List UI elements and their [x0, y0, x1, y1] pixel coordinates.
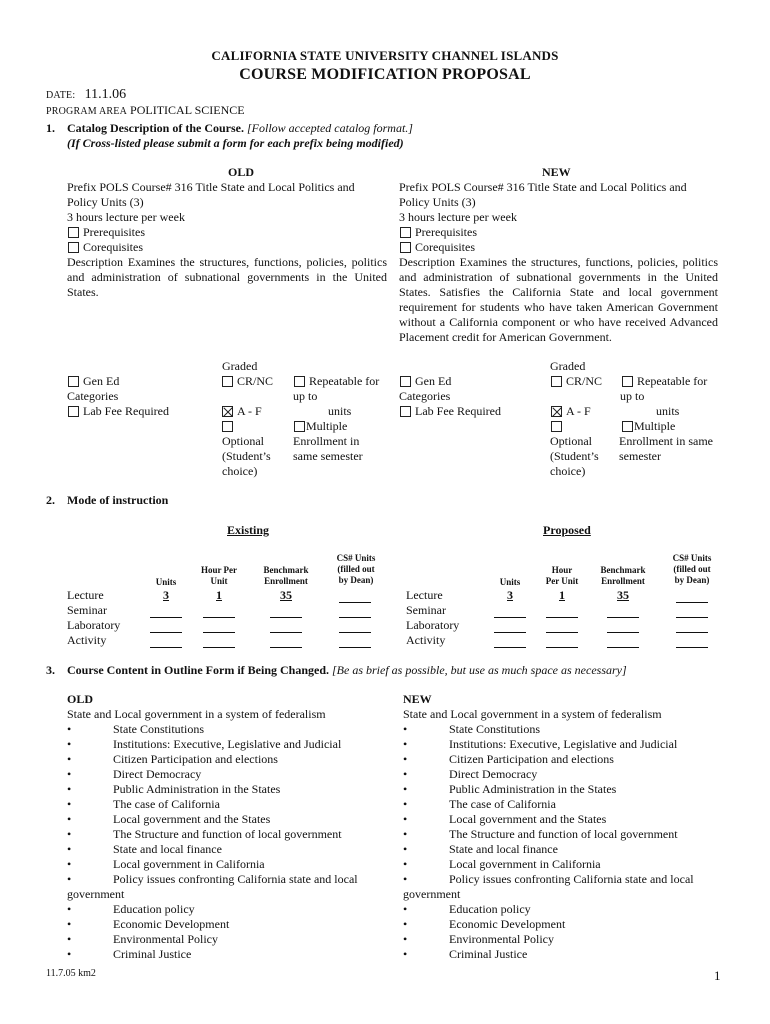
old-outline-item-text: Criminal Justice [113, 947, 192, 961]
old-graded-label: Graded [222, 359, 258, 373]
old-lab-fee-checkbox[interactable] [68, 406, 79, 417]
existing-col-hour-line2: Unit [210, 576, 228, 586]
old-outline-item [67, 812, 387, 827]
new-multiple-row [622, 419, 675, 434]
proposed-col-benchmark-line1: Benchmark [600, 565, 646, 575]
existing-col-benchmark-line2: Enrollment [264, 576, 308, 586]
bullet-icon: • [67, 842, 72, 856]
new-outline-item-text: Education policy [449, 902, 531, 916]
old-heading: OLD [228, 165, 255, 179]
new-outline-item [403, 752, 723, 767]
new-outline-wrap-text: government [403, 887, 461, 901]
proposed-laboratory-units-blank[interactable] [494, 632, 526, 633]
old-coreq-checkbox[interactable] [68, 242, 79, 253]
new-crnc-checkbox[interactable] [551, 376, 562, 387]
proposed-row-seminar: Seminar [406, 603, 446, 617]
old-optional-row [222, 419, 237, 434]
new-outline-item [403, 797, 723, 812]
old-outline-item [67, 842, 387, 857]
new-enroll-label2: semester [619, 449, 661, 463]
old-outline-wrap-text: government [67, 887, 125, 901]
bullet-icon: • [67, 797, 72, 811]
proposed-seminar-units-blank[interactable] [494, 617, 526, 618]
date-row [46, 86, 126, 103]
outline-old-list [67, 722, 387, 962]
old-gen-ed-label: Gen Ed [83, 374, 120, 388]
bullet-icon: • [403, 917, 408, 931]
old-gen-ed-row [68, 374, 119, 389]
old-gen-ed-checkbox[interactable] [68, 376, 79, 387]
new-optional-row [551, 419, 566, 434]
program-row [46, 103, 245, 118]
new-outline-item [403, 872, 723, 887]
new-af-checkbox[interactable] [551, 406, 562, 417]
old-enroll-label2: same semester [293, 449, 363, 463]
proposed-row-lecture: Lecture [406, 588, 443, 602]
new-outline-item-text: Criminal Justice [449, 947, 528, 961]
proposed-seminar-hour-blank[interactable] [546, 617, 578, 618]
bullet-icon: • [403, 767, 408, 781]
new-categories-label: Categories [399, 389, 451, 403]
section1-title: Catalog Description of the Course. [67, 121, 244, 135]
existing-col-benchmark-line1: Benchmark [263, 565, 309, 575]
new-repeatable-checkbox[interactable] [622, 376, 633, 387]
new-outline-item-text: Citizen Participation and elections [449, 752, 614, 766]
proposed-col-benchmark [593, 565, 653, 587]
old-outline-item [67, 782, 387, 797]
new-outline-item [403, 767, 723, 782]
old-outline-item-text: Education policy [113, 902, 195, 916]
proposed-activity-benchmark-blank[interactable] [607, 647, 639, 648]
old-outline-item-text: Local government and the States [113, 812, 271, 826]
bullet-icon: • [67, 782, 72, 796]
proposed-heading: Proposed [543, 523, 591, 537]
proposed-col-hour-line2: Per Unit [545, 576, 579, 586]
new-heading: NEW [542, 165, 571, 179]
outline-new-heading: NEW [403, 692, 432, 706]
old-outline-item [67, 722, 387, 737]
bullet-icon: • [67, 737, 72, 751]
new-af-row [551, 404, 591, 419]
existing-seminar-benchmark-blank[interactable] [270, 617, 302, 618]
existing-activity-cs-blank[interactable] [339, 647, 371, 648]
old-repeatable-row [294, 374, 379, 389]
old-multiple-checkbox[interactable] [294, 421, 305, 432]
existing-col-units: Units [155, 577, 177, 587]
old-upto-label: up to [293, 389, 318, 403]
new-outline-item-text: Economic Development [449, 917, 566, 931]
existing-seminar-hour-blank[interactable] [203, 617, 235, 618]
existing-row-laboratory: Laboratory [67, 618, 121, 632]
section2-title: Mode of instruction [67, 493, 169, 507]
old-outline-item [67, 872, 387, 887]
proposed-activity-cs-blank[interactable] [676, 647, 708, 648]
existing-activity-units-blank[interactable] [150, 647, 182, 648]
new-lab-fee-checkbox[interactable] [400, 406, 411, 417]
old-multiple-label: Multiple [306, 419, 348, 433]
new-outline-item [403, 827, 723, 842]
proposed-lecture-cs-blank[interactable] [676, 602, 708, 603]
existing-col-benchmark [256, 565, 316, 587]
existing-seminar-units-blank[interactable] [150, 617, 182, 618]
new-outline-item-text: Direct Democracy [449, 767, 538, 781]
bullet-icon: • [67, 872, 72, 886]
new-description: Description Examines the structures, functions, policies, politics and administration of subnational governments in the United States. Satisfies the California State and local government requirement for students who have taken American Government without a California component or who have received Advanced Placement credit for American Government. [399, 255, 718, 344]
old-categories-label: Categories [67, 389, 119, 403]
proposed-col-units: Units [499, 577, 521, 587]
bullet-icon: • [67, 902, 72, 916]
existing-laboratory-cs-blank[interactable] [339, 632, 371, 633]
bullet-icon: • [403, 947, 408, 961]
old-crnc-checkbox[interactable] [222, 376, 233, 387]
new-coreq-checkbox[interactable] [400, 242, 411, 253]
existing-lecture-units: 3 [163, 588, 169, 602]
new-outline-item [403, 902, 723, 917]
old-outline-item-text: Institutions: Executive, Legislative and Judicial [113, 737, 342, 751]
new-crnc-label: CR/NC [566, 374, 603, 388]
new-optional-checkbox[interactable] [551, 421, 562, 432]
existing-col-cs [326, 553, 386, 586]
bullet-icon: • [403, 737, 408, 751]
old-outline-item-text: State and local finance [113, 842, 222, 856]
new-coreq-label: Corequisites [415, 240, 475, 254]
existing-activity-benchmark-blank[interactable] [270, 647, 302, 648]
old-outline-item-text: Economic Development [113, 917, 230, 931]
old-lab-fee-label: Lab Fee Required [83, 404, 169, 418]
existing-laboratory-benchmark-blank[interactable] [270, 632, 302, 633]
old-outline-item [67, 767, 387, 782]
new-line3: 3 hours lecture per week [399, 210, 517, 224]
new-repeatable-row [622, 374, 707, 389]
program-label: PROGRAM AREA [46, 106, 128, 117]
new-gen-ed-label: Gen Ed [415, 374, 452, 388]
proposed-seminar-benchmark-blank[interactable] [607, 617, 639, 618]
new-gen-ed-row [400, 374, 451, 389]
proposed-col-cs-line3: by Dean) [674, 575, 710, 585]
proposed-row-activity: Activity [406, 633, 446, 647]
old-optional-label1: Optional [222, 434, 264, 448]
bullet-icon: • [67, 767, 72, 781]
date-label: DATE: [46, 90, 76, 101]
bullet-icon: • [67, 917, 72, 931]
new-prereq-label: Prerequisites [415, 225, 477, 239]
new-multiple-label: Multiple [634, 419, 676, 433]
proposed-lecture-units: 3 [507, 588, 513, 602]
section2-number: 2. [46, 493, 55, 507]
old-af-checkbox[interactable] [222, 406, 233, 417]
proposed-activity-units-blank[interactable] [494, 647, 526, 648]
proposed-lecture-benchmark: 35 [617, 588, 629, 602]
existing-seminar-cs-blank[interactable] [339, 617, 371, 618]
bullet-icon: • [67, 932, 72, 946]
bullet-icon: • [403, 872, 408, 886]
old-outline-item-text: Policy issues confronting California state and local [113, 872, 358, 886]
old-multiple-row [294, 419, 347, 434]
new-optional-label3: choice) [550, 464, 586, 478]
university-name: CALIFORNIA STATE UNIVERSITY CHANNEL ISLANDS [211, 48, 559, 63]
bullet-icon: • [67, 752, 72, 766]
old-outline-item-text: The Structure and function of local government [113, 827, 342, 841]
bullet-icon: • [403, 827, 408, 841]
proposed-seminar-cs-blank[interactable] [676, 617, 708, 618]
new-outline-item [403, 737, 723, 752]
bullet-icon: • [403, 902, 408, 916]
section3-title-row [67, 663, 627, 678]
new-af-label: A - F [566, 404, 591, 418]
existing-col-cs-line3: by Dean) [338, 575, 374, 585]
existing-row-seminar: Seminar [67, 603, 107, 617]
new-lab-fee-row [400, 404, 501, 419]
old-units-label: units [328, 404, 352, 418]
new-units-label: units [656, 404, 680, 418]
existing-lecture-benchmark: 35 [280, 588, 292, 602]
existing-laboratory-units-blank[interactable] [150, 632, 182, 633]
old-outline-item-text: Citizen Participation and elections [113, 752, 278, 766]
new-outline-item [403, 782, 723, 797]
proposed-col-hour-line1: Hour [551, 565, 573, 575]
new-gen-ed-checkbox[interactable] [400, 376, 411, 387]
section3-title: Course Content in Outline Form if Being Changed. [67, 663, 330, 677]
outline-new-intro: State and Local government in a system of federalism [403, 707, 662, 721]
new-outline-item [403, 917, 723, 932]
new-line1: Prefix POLS Course# 316 Title State and Local Politics and [399, 180, 687, 194]
old-repeatable-label: Repeatable for [309, 374, 380, 388]
new-outline-item-text: Environmental Policy [449, 932, 554, 946]
new-multiple-checkbox[interactable] [622, 421, 633, 432]
existing-col-hour-line1: Hour Per [200, 565, 238, 575]
old-outline-item [67, 737, 387, 752]
old-line2: Policy Units (3) [67, 195, 144, 209]
proposed-laboratory-hour-blank[interactable] [546, 632, 578, 633]
existing-activity-hour-blank[interactable] [203, 647, 235, 648]
new-outline-item-text: The case of California [449, 797, 556, 811]
outline-old-intro: State and Local government in a system of federalism [67, 707, 326, 721]
proposed-lecture-hour: 1 [559, 588, 565, 602]
old-outline-item [67, 752, 387, 767]
old-outline-item [67, 932, 387, 947]
bullet-icon: • [403, 752, 408, 766]
old-outline-item-text: Local government in California [113, 857, 265, 871]
new-prereq-checkbox[interactable] [400, 227, 411, 238]
new-outline-item-text: Public Administration in the States [449, 782, 617, 796]
new-crnc-row [551, 374, 602, 389]
new-outline-item-text: Institutions: Executive, Legislative and Judicial [449, 737, 678, 751]
proposed-laboratory-benchmark-blank[interactable] [607, 632, 639, 633]
old-prereq-row [68, 225, 145, 240]
existing-lecture-cs-blank[interactable] [339, 602, 371, 603]
new-outline-item-text: The Structure and function of local government [449, 827, 678, 841]
old-outline-item-text: Public Administration in the States [113, 782, 281, 796]
new-optional-label1: Optional [550, 434, 592, 448]
new-outline-item [403, 812, 723, 827]
bullet-icon: • [67, 812, 72, 826]
section1-title-row [67, 121, 413, 136]
bullet-icon: • [403, 842, 408, 856]
proposed-col-cs-line1: CS# Units [672, 553, 712, 563]
bullet-icon: • [67, 947, 72, 961]
bullet-icon: • [403, 812, 408, 826]
new-outline-item-text: Local government and the States [449, 812, 607, 826]
old-outline-item-text: State Constitutions [113, 722, 205, 736]
old-crnc-row [222, 374, 273, 389]
old-outline-item-text: Direct Democracy [113, 767, 202, 781]
old-outline-item [67, 827, 387, 842]
old-repeatable-checkbox[interactable] [294, 376, 305, 387]
old-prereq-checkbox[interactable] [68, 227, 79, 238]
old-coreq-label: Corequisites [83, 240, 143, 254]
old-line3: 3 hours lecture per week [67, 210, 185, 224]
old-optional-checkbox[interactable] [222, 421, 233, 432]
old-outline-item [67, 797, 387, 812]
proposed-col-cs-line2: (filled out [673, 564, 711, 574]
proposed-col-benchmark-line2: Enrollment [601, 576, 645, 586]
new-upto-label: up to [620, 389, 645, 403]
bullet-icon: • [67, 722, 72, 736]
form-title: COURSE MODIFICATION PROPOSAL [239, 66, 531, 83]
date-value: 11.1.06 [84, 87, 127, 102]
existing-col-hour [196, 565, 242, 587]
new-outline-item [403, 947, 723, 962]
bullet-icon: • [403, 722, 408, 736]
section1-crosslist-note: (If Cross-listed please submit a form for each prefix being modified) [67, 136, 404, 150]
new-coreq-row [400, 240, 475, 255]
new-repeatable-label: Repeatable for [637, 374, 708, 388]
new-outline-item [403, 722, 723, 737]
new-outline-item [403, 932, 723, 947]
bullet-icon: • [67, 827, 72, 841]
old-outline-item [67, 902, 387, 917]
bullet-icon: • [403, 797, 408, 811]
new-line2: Policy Units (3) [399, 195, 476, 209]
old-description: Description Examines the structures, functions, policies, politics and administration of subnational governments in the United States. [67, 255, 387, 299]
bullet-icon: • [67, 857, 72, 871]
new-prereq-row [400, 225, 477, 240]
existing-lecture-hour: 1 [216, 588, 222, 602]
existing-col-cs-line2: (filled out [337, 564, 375, 574]
bullet-icon: • [403, 782, 408, 796]
outline-old-heading: OLD [67, 692, 94, 706]
new-lab-fee-label: Lab Fee Required [415, 404, 501, 418]
proposed-activity-hour-blank[interactable] [546, 647, 578, 648]
new-outline-item-text: State and local finance [449, 842, 558, 856]
old-coreq-row [68, 240, 143, 255]
proposed-laboratory-cs-blank[interactable] [676, 632, 708, 633]
section1-note: [Follow accepted catalog format.] [246, 121, 413, 135]
proposed-col-cs [662, 553, 722, 586]
new-enroll-label1: Enrollment in same [619, 434, 713, 448]
old-optional-label2: (Student’s [222, 449, 271, 463]
old-enroll-label1: Enrollment in [293, 434, 360, 448]
old-outline-item [67, 917, 387, 932]
existing-row-activity: Activity [67, 633, 107, 647]
proposed-col-hour [538, 565, 586, 587]
footer-code: 11.7.05 km2 [46, 968, 96, 979]
section3-number: 3. [46, 663, 55, 677]
old-outline-item [67, 947, 387, 962]
old-crnc-label: CR/NC [237, 374, 274, 388]
old-af-row [222, 404, 262, 419]
old-outline-item-text: The case of California [113, 797, 220, 811]
bullet-icon: • [403, 857, 408, 871]
existing-row-lecture: Lecture [67, 588, 104, 602]
section3-note: [Be as brief as possible, but use as much space as necessary] [332, 663, 627, 677]
old-outline-item [67, 857, 387, 872]
old-af-label: A - F [237, 404, 262, 418]
old-prereq-label: Prerequisites [83, 225, 145, 239]
program-value: POLITICAL SCIENCE [130, 103, 245, 117]
new-outline-item [403, 842, 723, 857]
new-outline-item [403, 857, 723, 872]
old-lab-fee-row [68, 404, 169, 419]
new-outline-item-text: State Constitutions [449, 722, 541, 736]
new-outline-item-text: Policy issues confronting California state and local [449, 872, 694, 886]
old-line1: Prefix POLS Course# 316 Title State and Local Politics and [67, 180, 355, 194]
existing-col-cs-line1: CS# Units [336, 553, 376, 563]
bullet-icon: • [403, 932, 408, 946]
new-outline-item-text: Local government in California [449, 857, 601, 871]
new-graded-label: Graded [550, 359, 586, 373]
new-optional-label2: (Student’s [550, 449, 599, 463]
old-outline-item-text: Environmental Policy [113, 932, 218, 946]
existing-heading: Existing [227, 523, 270, 537]
existing-laboratory-hour-blank[interactable] [203, 632, 235, 633]
old-optional-label3: choice) [222, 464, 258, 478]
outline-new-list [403, 722, 723, 962]
section1-number: 1. [46, 121, 55, 135]
proposed-row-laboratory: Laboratory [406, 618, 460, 632]
page-number: 1 [714, 968, 721, 983]
